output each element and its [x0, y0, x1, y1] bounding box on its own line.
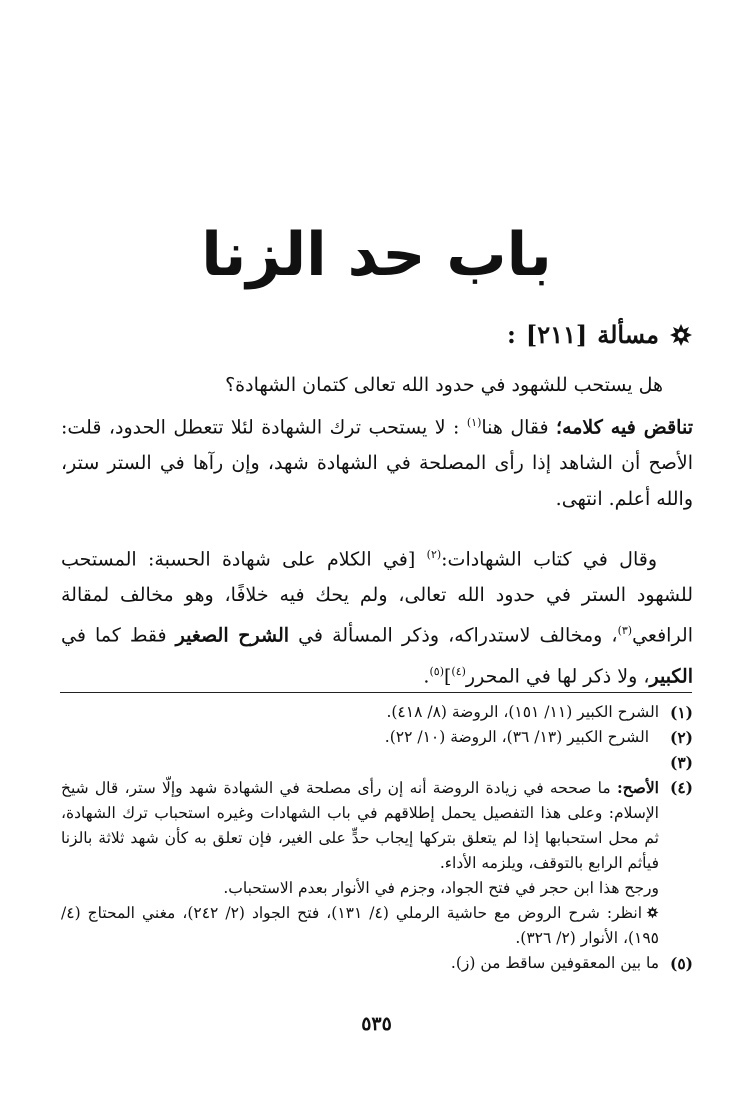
issue-label: مسألة: [597, 320, 659, 349]
chapter-title: باب حد الزنا: [201, 220, 552, 290]
para2-bold-big-commentary: الكبير: [649, 664, 693, 687]
footnote-number: (٥): [669, 954, 693, 973]
issue-heading: [507, 320, 693, 349]
footnote-ref-5: (٥): [429, 664, 444, 678]
issue-suffix: :: [506, 320, 516, 349]
footnote-4-refs: انظر: شرح الروض مع حاشية الرملي (٤/ ١٣١)، فتح الجواد (٢/ ٢٤٢)، مغني المحتاج (٤/ ١٩٥)، الأنوار (٢/ ٣٢٦).: [61, 904, 659, 947]
footnote-text: ما بين المعقوفين ساقط من (ز).: [450, 954, 659, 972]
page-number: ٥٣٥: [361, 1013, 392, 1035]
footnotes: [61, 700, 693, 976]
octagram-star-icon: [646, 906, 659, 919]
footnote-4-line-3: [61, 901, 659, 951]
para2-text-d: فقط كما في: [61, 624, 176, 647]
footnote-ref-2: (٢): [426, 548, 442, 561]
footnote-4-text: ما صححه في زيادة الروضة أنه إن رأى مصلحة في الشهادة شهد وإلّا ستر، قال شيخ الإسلام: وعلى هذا التفصيل يحمل إطلاقهم في باب الشهادات وغيره استحباب ترك الشهادة، ثم محل استحبابها إذا لم يتعلق بتركها إيجاب حدٍّ على الغير، فإن تعلق به كأن شهد ثلاثة بالزنا فيأثم الرابع بالتوقف، ويلزمه الأداء.: [61, 779, 659, 872]
para2-text-b: [في الكلام على شهادة الحسبة: المستحب للشهود الستر في حدود الله تعالى، ولم يحك فيه خلافًا، وهو مخالف لمقالة الرافعي: [61, 548, 693, 647]
footnote-text: الشرح الكبير (١١/ ١٥١)، الروضة (٨/ ٤١٨).: [386, 703, 659, 721]
para2-bold-small-commentary: الشرح الصغير: [175, 624, 290, 647]
para2-text-f: ]: [443, 664, 452, 687]
footnote-2-3: [61, 725, 693, 775]
footnote-4-line-1: [61, 775, 659, 876]
footnote-1: [61, 700, 693, 725]
para2-text-a: وقال في كتاب الشهادات:: [441, 548, 657, 571]
footnote-ref-4: (٤): [451, 664, 466, 678]
para2-text-e: ، ولا ذكر لها في المحرر: [465, 664, 650, 687]
footnote-4-body: [61, 775, 659, 951]
para1-lead: تناقض فيه كلامه؛: [556, 416, 693, 439]
question-text: هل يستحب للشهود في حدود الله تعالى كتمان الشهادة؟: [225, 374, 663, 396]
footnote-4-lead: الأصح:: [616, 778, 659, 797]
footnote-number: (٤): [669, 778, 693, 797]
octagram-star-icon: [669, 323, 693, 347]
paragraph-1: [61, 405, 693, 517]
paragraph-2: [61, 537, 693, 694]
footnote-5: [61, 951, 693, 976]
footnote-number: (٢)(٣): [669, 728, 693, 772]
footnote-ref-1: (١): [466, 416, 482, 429]
para1-text-b: : لا يستحب ترك الشهادة لئلا تتعطل الحدود، قلت: الأصح أن الشاهد إذا رأى المصلحة في الشهادة شهد، وإن رآها في الستر ستر، والله أعلم. انتهى.: [61, 416, 693, 511]
footnote-number: (١): [669, 703, 693, 722]
footnote-text: الشرح الكبير (١٣/ ٣٦)، الروضة (١٠/ ٢٢).: [384, 728, 649, 746]
para1-text-a: فقال هنا: [481, 416, 557, 439]
footnote-ref-3: (٣): [617, 624, 633, 638]
footnote-4-line-2: ورجح هذا ابن حجر في فتح الجواد، وجزم في الأنوار بعدم الاستحباب.: [223, 879, 659, 897]
para2-text-c: ، ومخالف لاستدراكه، وذكر المسألة في: [289, 624, 618, 647]
footnote-4: [61, 775, 693, 951]
issue-number: [٢١١]: [525, 320, 588, 349]
para2-text-g: .: [423, 664, 430, 687]
footnote-divider: [60, 692, 692, 693]
